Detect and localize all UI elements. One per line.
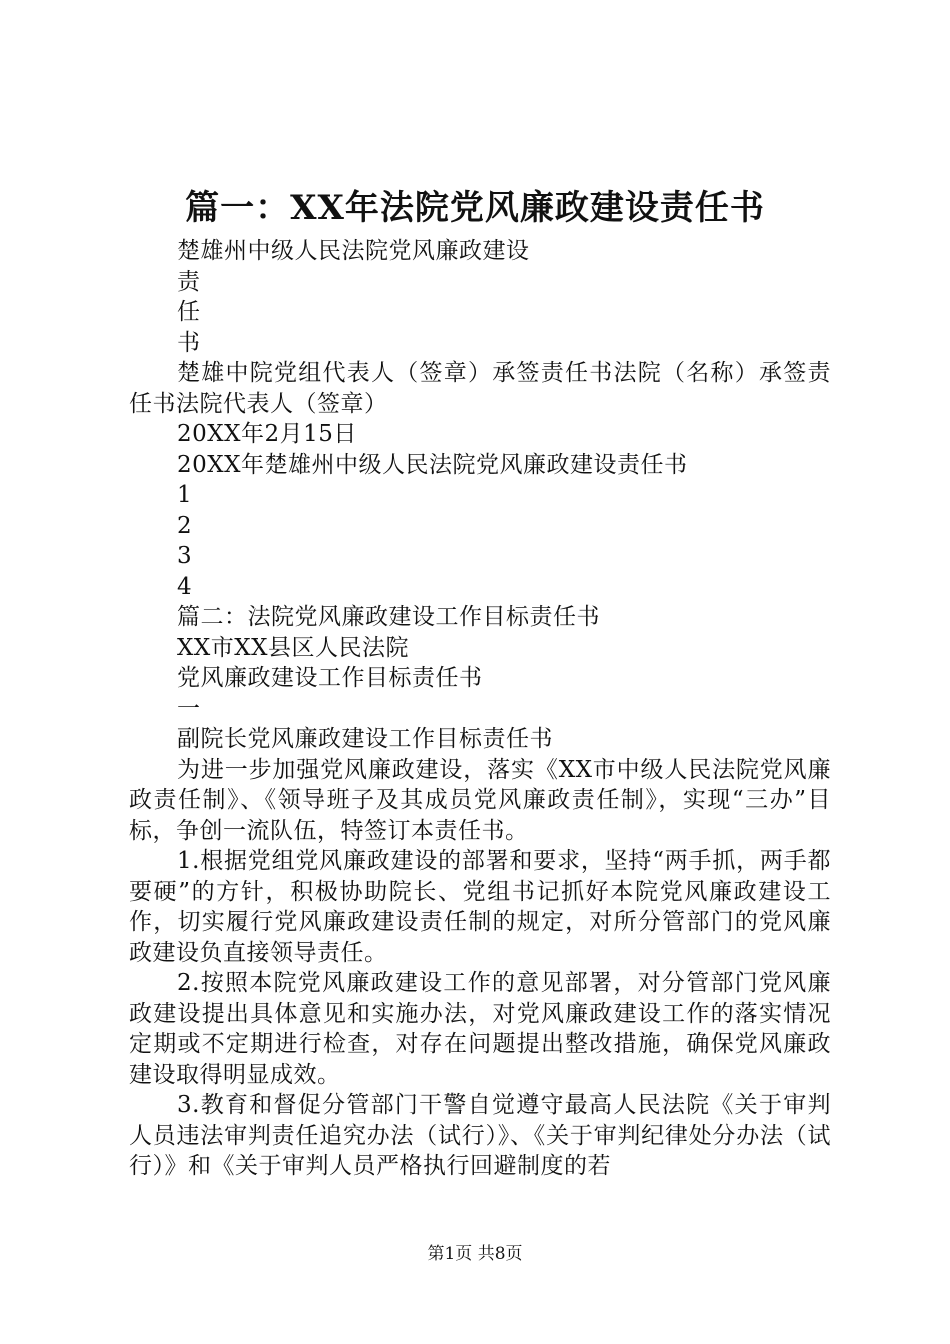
document-title: 篇一：XX年法院党风廉政建设责任书 <box>185 188 765 228</box>
text-line: 楚雄州中级人民法院党风廉政建设 <box>177 238 530 264</box>
number-line: 4 <box>177 573 193 600</box>
body-paragraph: 3.教育和督促分管部门干警自觉遵守最高人民法院《关于审判人员违法审判责任追究办法（试行）》、《关于审判纪律处分办法（试行）》和《关于审判人员严格执行回避制度的若 <box>129 1092 831 1179</box>
number-line: 3 <box>177 543 193 569</box>
signature-paragraph: 楚雄中院党组代表人（签章）承签责任书法院（名称）承签责任书法院代表人（签章） <box>129 360 831 417</box>
section-heading: 篇二：法院党风廉政建设工作目标责任书 <box>177 604 600 630</box>
document-body <box>129 236 831 1182</box>
number-line: 2 <box>177 512 193 539</box>
body-paragraph: 2.按照本院党风廉政建设工作的意见部署，对分管部门党风廉政建设提出具体意见和实施办法，对党风廉政建设工作的落实情况定期或不定期进行检查，对存在问题提出整改措施，确保党风廉政建设取得明显成效。 <box>129 970 831 1088</box>
text-line: 党风廉政建设工作目标责任书 <box>177 665 483 691</box>
date-line: 20XX年2月15日 <box>177 421 357 447</box>
text-line: 一 <box>177 695 201 722</box>
text-line: 任 <box>177 299 201 325</box>
page-footer: 第1页 共8页 <box>427 1244 523 1264</box>
text-line: XX市XX县区人民法院 <box>177 634 409 661</box>
text-line: 书 <box>177 329 201 356</box>
body-paragraph: 为进一步加强党风廉政建设，落实《XX市中级人民法院党风廉政责任制》、《领导班子及其成员党风廉政责任制》，实现“三办”目标，争创一流队伍，特签订本责任书。 <box>129 756 831 844</box>
number-line: 1 <box>177 482 193 508</box>
text-line: 副院长党风廉政建设工作目标责任书 <box>177 726 553 752</box>
text-line: 20XX年楚雄州中级人民法院党风廉政建设责任书 <box>177 451 688 478</box>
body-paragraph: 1.根据党组党风廉政建设的部署和要求，坚持“两手抓，两手都要硬”的方针，积极协助院长、党组书记抓好本院党风廉政建设工作，切实履行党风廉政建设责任制的规定，对所分管部门的党风廉政建设负直接领导责任。 <box>129 848 831 966</box>
text-line: 责 <box>177 268 201 295</box>
